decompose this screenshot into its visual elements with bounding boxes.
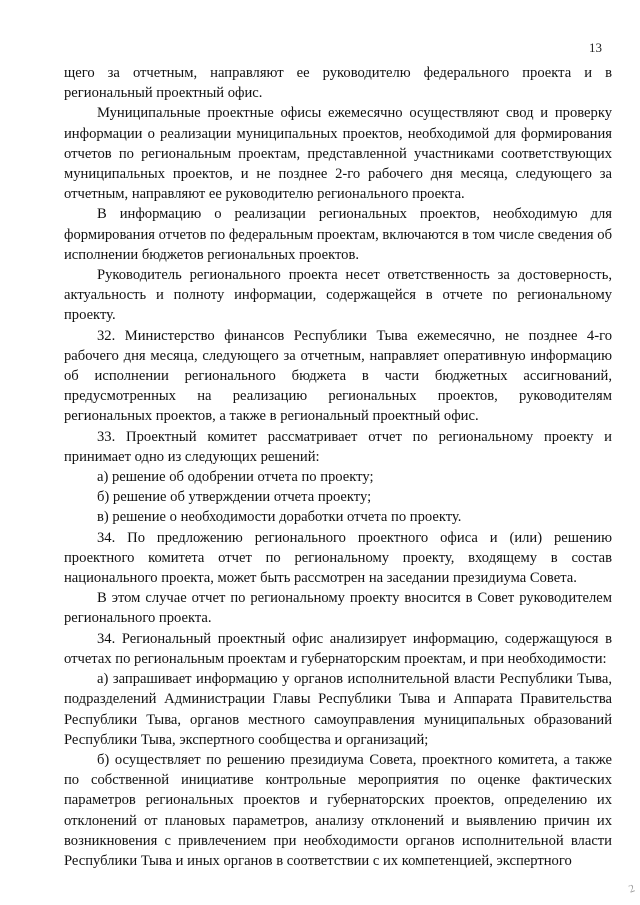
list-item-c: в) решение о необходимости доработки отчета по проекту. [97, 509, 462, 526]
paragraph-regional-info: В информацию о реализации региональных проектов, необходимую для формирования отчетов по федеральным проектам, включаются в том числе сведения об исполнении бюджетов региональных проектов. [64, 206, 612, 263]
page-number: 13 [589, 40, 602, 55]
paragraph-33: 33. Проектный комитет рассматривает отчет по региональному проекту и принимает одно из следующих решений: [64, 428, 612, 465]
paragraph-34-second: 34. Региональный проектный офис анализирует информацию, содержащуюся в отчетах по региональным проектам и губернаторским проектам, и при необходимости: [64, 630, 612, 667]
paragraph-council-submission: В этом случае отчет по региональному проекту вносится в Совет руководителем регионального проекта. [64, 590, 612, 627]
paragraph-continuation: щего за отчетным, направляют ее руководителю федерального проекта и в региональный проектный офис. [64, 65, 612, 102]
list-item-b-controls: б) осуществляет по решению президиума Совета, проектного комитета, а также по собственной инициативе контрольные мероприятия по оценке фактических параметров региональных проектов и губернаторских проектов, определению их отклонений от плановых параметров, анализу отклонений и выявлению причин их возникновения с привлечением при необходимости органов исполнительной власти Республики Тыва и иных органов в соответствии с их компетенцией, экспертного [64, 751, 612, 869]
list-item-a-requests: а) запрашивает информацию у органов исполнительной власти Республики Тыва, подразделений Администрации Главы Республики Тыва и Аппарата Правительства Республики Тыва, органов местного самоуправления муниципальных образований Республики Тыва, экспертного сообщества и организаций; [64, 671, 612, 748]
list-item-a: а) решение об одобрении отчета по проекту; [97, 469, 374, 486]
list-item-b: б) решение об утверждении отчета проекту; [97, 489, 372, 506]
paragraph-municipal-offices: Муниципальные проектные офисы ежемесячно осуществляют свод и проверку информации о реализации муниципальных проектов, необходимой для формирования отчетов по региональным проектам, представленной участниками соответствующих муниципальных проектов, и не позднее 2-го рабочего дня месяца, следующего за отчетным, направляют ее руководителю регионального проекта. [64, 105, 612, 203]
paragraph-project-lead-responsibility: Руководитель регионального проекта несет ответственность за достоверность, актуальность и полноту информации, содержащейся в отчете по региональному проекту. [64, 267, 612, 324]
document-body [64, 63, 612, 871]
paragraph-32: 32. Министерство финансов Республики Тыва ежемесячно, не позднее 4-го рабочего дня месяца, следующего за отчетным, направляет оперативную информацию об исполнении регионального бюджета в части бюджетных ассигнований, предусмотренных на реализацию региональных проектов, руководителям региональных проектов, а также в региональный проектный офис. [64, 327, 612, 425]
corner-mark: 2 [626, 882, 636, 896]
paragraph-34-first: 34. По предложению регионального проектного офиса и (или) решению проектного комитета отчет по региональному проекту, входящему в состав национального проекта, может быть рассмотрен на заседании президиума Совета. [64, 529, 612, 587]
